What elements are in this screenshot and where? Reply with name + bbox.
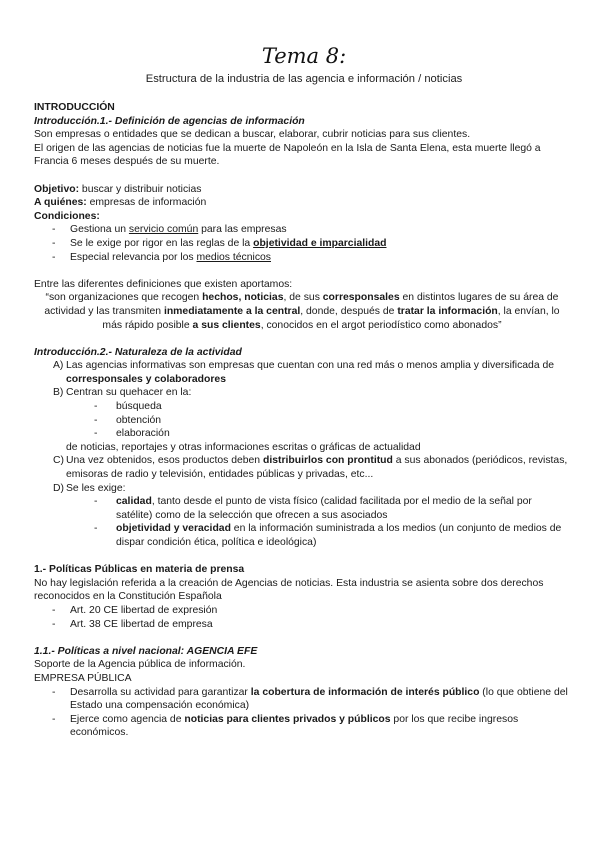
sublist-item: - elaboración [66, 427, 570, 441]
list-item: - Art. 20 CE libertad de expresión [34, 604, 570, 618]
list-item: C) Una vez obtenidos, esos productos deben distribuirlos con prontitud a sus abonados (periódicos, revistas, emisoras de radio y televisión, entidades públicas y privadas, etc... [53, 455, 568, 481]
sublist-item: - obtención [66, 414, 570, 428]
sublist-item: - objetividad y veracidad en la información suministrada a los medios (un conjunto de medios de dispar condición ética, política e ideológica) [66, 522, 570, 549]
audience-label: A quiénes: [34, 197, 87, 209]
nature-list [34, 359, 570, 549]
definitions-intro: Entre las diferentes definiciones que existen aportamos: [34, 278, 293, 290]
list-marker: A) [53, 360, 64, 372]
objective-label: Objetivo: [34, 183, 80, 195]
sublist-item: - calidad, tanto desde el punto de vista físico (calidad facilitada por el medio de la señal por satélite) como de la selección que ofrecen a sus asociados [66, 495, 570, 522]
underlined-term: servicio común [128, 224, 199, 236]
list-item-text: Se le exige por rigor en las reglas de la [70, 237, 254, 249]
list-item-text: Gestiona un [70, 224, 129, 236]
list-marker: C) [53, 455, 64, 467]
subsection-heading-efe: 1.1.- Políticas a nivel nacional: AGENCIA EFE [34, 645, 258, 657]
paragraph-efe-support: Soporte de la Agencia pública de información. [34, 659, 246, 671]
paragraph-origin: El origen de las agencias de noticias fue la muerte de Napoleón en la Isla de Santa Elena, esta muerte llegó a Francia 6 meses después de su muerte. [34, 142, 541, 168]
sublist-item: - búsqueda [66, 400, 570, 414]
list-item: D) Se les exige: - calidad, tanto desde el punto de vista físico (calidad facilitada por el medio de la señal por satélite) como de la selección que ofrecen a sus asociados - objetividad y veracidad en la información suministrada a los medios (un conjunto de medios de dispar condición ética, política e ideológica) [34, 482, 570, 550]
list-item [34, 223, 570, 237]
activity-sublist [66, 400, 570, 441]
list-item: B) Centran su quehacer en la: - búsqueda - obtención - elaboración de noticias, reportajes y otras informaciones escritas o gráficas de actualidad [34, 386, 570, 454]
objective-line [34, 183, 570, 197]
list-marker: D) [53, 482, 64, 494]
list-item [34, 237, 570, 251]
activity-after-text: de noticias, reportajes y otras informaciones escritas o gráficas de actualidad [66, 441, 421, 453]
page-title: Tema 8: [261, 44, 347, 68]
section-heading-intro: INTRODUCCIÓN [34, 102, 115, 113]
list-item-text: Especial relevancia por los [70, 251, 197, 263]
list-item: - Ejerce como agencia de noticias para clientes privados y públicos por los que recibe ingresos económicos. [34, 713, 570, 740]
list-marker: B) [53, 387, 64, 399]
list-item [34, 251, 570, 265]
conditions-label: Condiciones: [34, 210, 100, 222]
bold-underlined-term: objetividad e imparcialidad [253, 237, 387, 249]
paragraph-policies: No hay legislación referida a la creación de Agencias de noticias. Esta industria se asienta sobre dos derechos reconocidos en la Constitución Española [34, 577, 544, 603]
document-body [34, 101, 570, 740]
objective-text: buscar y distribuir noticias [79, 183, 202, 195]
audience-text: empresas de información [86, 197, 207, 209]
list-item: - Art. 38 CE libertad de empresa [34, 618, 570, 632]
section-heading-policies: 1.- Políticas Públicas en materia de prensa [34, 564, 245, 576]
conditions-list [34, 223, 570, 264]
list-item: A) Las agencias informativas son empresas que cuentan con una red más o menos amplia y diversificada de corresponsales y colaboradores [53, 360, 555, 385]
subsection-heading-nature: Introducción.2.- Naturaleza de la actividad [34, 346, 242, 358]
underlined-term: medios técnicos [196, 251, 271, 263]
page-subtitle: Estructura de la industria de las agencia e información / noticias [145, 73, 463, 85]
subsection-heading-definition: Introducción.1.- Definición de agencias de información [34, 115, 305, 127]
paragraph-definition: Son empresas o entidades que se dedican a buscar, elaborar, cubrir noticias para sus clientes. [34, 129, 471, 141]
list-item: - Desarrolla su actividad para garantizar la cobertura de información de interés público (lo que obtiene del Estado una compensación económica) [34, 686, 570, 713]
audience-line [34, 196, 570, 210]
list-item-text: para las empresas [198, 224, 287, 236]
requirements-sublist [66, 495, 570, 549]
definition-quote: “son organizaciones que recogen hechos, noticias, de sus corresponsales en distintos lugares de su área de actividad y las transmiten inmediatamente a la central, donde, después de tratar la información, la envían, lo más rápido posible a sus clientes, conocidos en el argot periodístico como abonados” [44, 292, 560, 331]
paragraph-efe-type: EMPRESA PÚBLICA [34, 672, 132, 684]
efe-list [34, 686, 570, 740]
articles-list [34, 604, 570, 631]
